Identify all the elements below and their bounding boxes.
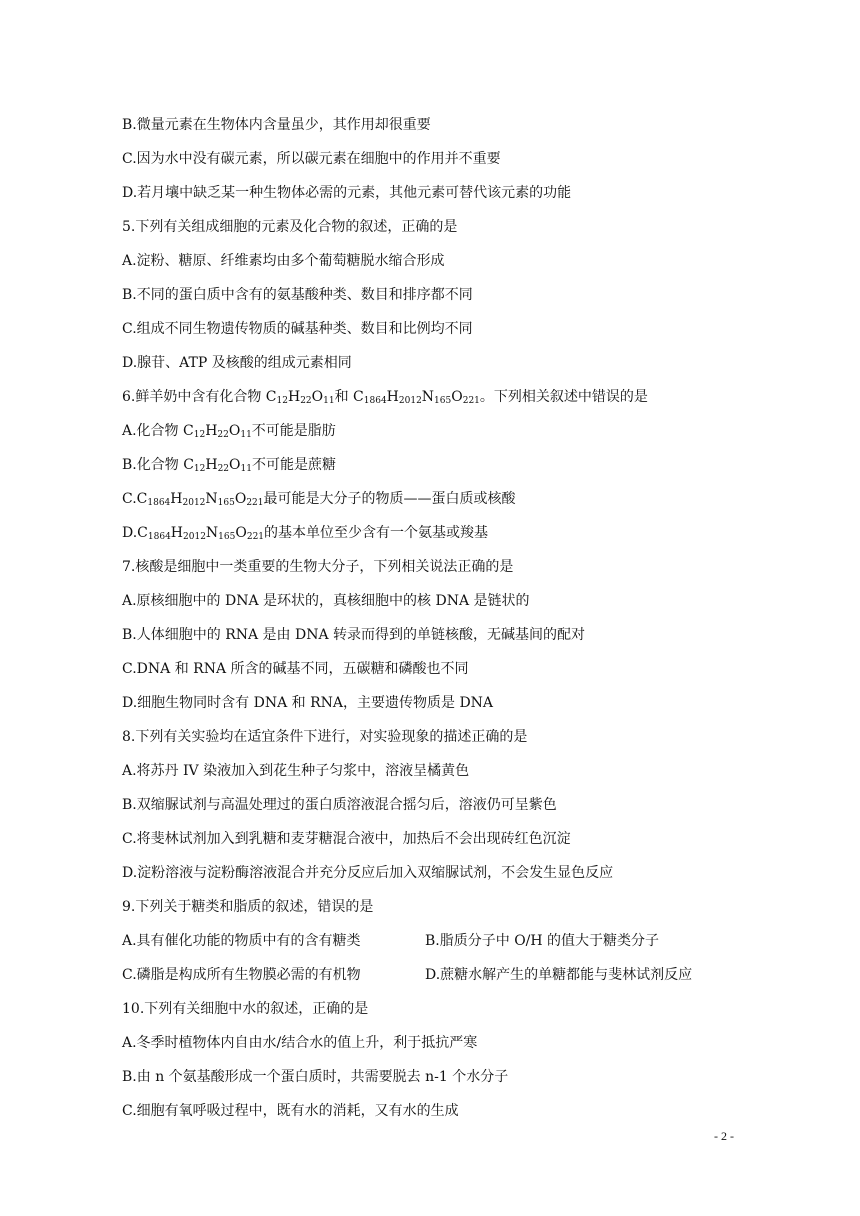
- option-line: [122, 482, 742, 516]
- option-line: A.原核细胞中的 DNA 是环状的，真核细胞中的核 DNA 是链状的: [122, 593, 530, 609]
- option-d: D.蔗糖水解产生的单糖都能与斐林试剂反应: [425, 967, 693, 983]
- text-line: C.因为水中没有碳元素，所以碳元素在细胞中的作用并不重要: [122, 151, 501, 167]
- formula-text: $C.C_{1864}H_{2012}N_{165}O_{221}$最可能是大分子的物质——蛋白质或核酸: [122, 491, 516, 508]
- option-line: D.细胞生物同时含有 DNA 和 RNA，主要遗传物质是 DNA: [122, 695, 494, 711]
- document-page: [122, 108, 742, 1128]
- question-stem: 10.下列有关细胞中水的叙述，正确的是: [122, 1001, 369, 1017]
- text-line: D.若月壤中缺乏某一种生物体必需的元素，其他元素可替代该元素的功能: [122, 185, 572, 201]
- question-stem: 7.核酸是细胞中一类重要的生物大分子，下列相关说法正确的是: [122, 559, 514, 575]
- option-c: C.磷脂是构成所有生物膜必需的有机物: [122, 967, 361, 983]
- option-line: C.将斐林试剂加入到乳糖和麦芽糖混合液中，加热后不会出现砖红色沉淀: [122, 831, 571, 847]
- option-line: B.由 n 个氨基酸形成一个蛋白质时，共需要脱去 n-1 个水分子: [122, 1069, 509, 1085]
- option-line: [122, 516, 742, 550]
- option-line: D.腺苷、ATP 及核酸的组成元素相同: [122, 355, 352, 371]
- option-line: A.淀粉、糖原、纤维素均由多个葡萄糖脱水缩合形成: [122, 253, 445, 269]
- option-line: A.将苏丹 IV 染液加入到花生种子匀浆中，溶液呈橘黄色: [122, 763, 470, 779]
- option-line: B.不同的蛋白质中含有的氨基酸种类、数目和排序都不同: [122, 287, 473, 303]
- option-line: C.组成不同生物遗传物质的碱基种类、数目和比例均不同: [122, 321, 473, 337]
- option-pair: [122, 958, 742, 992]
- option-line: [122, 448, 742, 482]
- option-line: C.DNA 和 RNA 所含的碱基不同，五碳糖和磷酸也不同: [122, 661, 469, 677]
- page-number: - 2 -: [714, 1129, 734, 1143]
- option-line: D.淀粉溶液与淀粉酶溶液混合并充分反应后加入双缩脲试剂，不会发生显色反应: [122, 865, 614, 881]
- option-line: A.冬季时植物体内自由水/结合水的值上升，利于抵抗严寒: [122, 1035, 478, 1051]
- option-line: B.人体细胞中的 RNA 是由 DNA 转录而得到的单链核酸，无碱基间的配对: [122, 627, 586, 643]
- option-line: C.细胞有氧呼吸过程中，既有水的消耗，又有水的生成: [122, 1103, 459, 1119]
- formula-text: $D.C_{1864}H_{2012}N_{165}O_{221}$的基本单位至少含有一个氨基或羧基: [122, 525, 489, 542]
- question-stem: 9.下列关于糖类和脂质的叙述，错误的是: [122, 899, 374, 915]
- question-stem: 8.下列有关实验均在适宜条件下进行，对实验现象的描述正确的是: [122, 729, 528, 745]
- formula-text: A.化合物 $C_{12}H_{22}O_{11}$不可能是脂肪: [122, 423, 336, 440]
- formula-text: 6.鲜羊奶中含有化合物 $C_{12}H_{22}O_{11}$和 $C_{1864}H_{2012}N_{165}O_{221}$。下列相关叙述中错误的是: [122, 389, 648, 406]
- question-stem: 5.下列有关组成细胞的元素及化合物的叙述，正确的是: [122, 219, 458, 235]
- text-line: B.微量元素在生物体内含量虽少，其作用却很重要: [122, 117, 431, 133]
- question-stem: [122, 380, 742, 414]
- formula-text: B.化合物 $C_{12}H_{22}O_{11}$不可能是蔗糖: [122, 457, 336, 474]
- option-b: B.脂质分子中 O/H 的值大于糖类分子: [425, 933, 660, 949]
- option-line: [122, 414, 742, 448]
- option-a: A.具有催化功能的物质中有的含有糖类: [122, 933, 361, 949]
- option-line: B.双缩脲试剂与高温处理过的蛋白质溶液混合摇匀后，溶液仍可呈紫色: [122, 797, 557, 813]
- option-pair: [122, 924, 742, 958]
